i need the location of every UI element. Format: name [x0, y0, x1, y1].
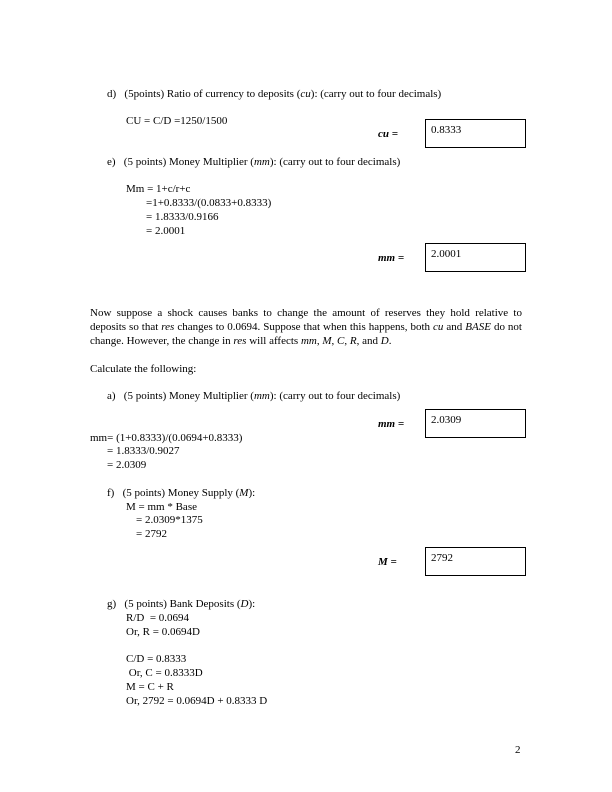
section-e-line2: =1+0.8333/(0.0833+0.8333)	[146, 197, 272, 209]
section-g-line6: Or, 2792 = 0.0694D + 0.8333 D	[126, 695, 268, 707]
shock-paragraph: Now suppose a shock causes banks to change the amount of reserves they hold relative to deposits so that res changes to 0.0694. Suppose that when this happens, both cu and BASE do not change. However, the change in res will affects mm, M, C, R, and D.	[90, 307, 522, 347]
section-g-line2: Or, R = 0.0694D	[126, 626, 200, 638]
mm2-answer-box: 2.0309	[425, 409, 526, 438]
section-g-line5: M = C + R	[126, 681, 174, 693]
section-f-line2: = 2.0309*1375	[136, 514, 203, 526]
mm2-answer-label: mm =	[378, 418, 405, 430]
calculate-label: Calculate the following:	[90, 363, 197, 375]
section-e-line1: Mm = 1+c/r+c	[126, 183, 191, 195]
section-d-work: CU = C/D =1250/1500	[126, 115, 228, 127]
section-e-heading: e) (5 points) Money Multiplier (mm): (carry out to four decimals)	[107, 156, 401, 168]
section-e-line3: = 1.8333/0.9166	[146, 211, 219, 223]
cu-answer-label: cu =	[378, 128, 399, 140]
mm-answer-box: 2.0001	[425, 243, 526, 272]
section-g-line4: Or, C = 0.8333D	[126, 667, 203, 679]
section-a-line1: mm= (1+0.8333)/(0.0694+0.8333)	[90, 432, 243, 444]
section-g-line1: R/D = 0.0694	[126, 612, 190, 624]
section-g-heading: g) (5 points) Bank Deposits (D):	[107, 598, 256, 610]
section-a-line3: = 2.0309	[107, 459, 147, 471]
section-f-heading: f) (5 points) Money Supply (M):	[107, 487, 256, 499]
section-f-line3: = 2792	[136, 528, 167, 540]
section-a-heading: a) (5 points) Money Multiplier (mm): (carry out to four decimals)	[107, 390, 401, 402]
section-g-line3: C/D = 0.8333	[126, 653, 187, 665]
m-answer-box: 2792	[425, 547, 526, 576]
section-f-line1: M = mm * Base	[126, 501, 197, 513]
section-e-line4: = 2.0001	[146, 225, 186, 237]
page-number: 2	[515, 744, 521, 756]
section-d-heading: d) (5points) Ratio of currency to deposits (cu): (carry out to four decimals)	[107, 88, 442, 100]
cu-answer-box: 0.8333	[425, 119, 526, 148]
m-answer-label: M =	[378, 556, 397, 568]
section-a-line2: = 1.8333/0.9027	[107, 445, 180, 457]
mm-answer-label: mm =	[378, 252, 405, 264]
